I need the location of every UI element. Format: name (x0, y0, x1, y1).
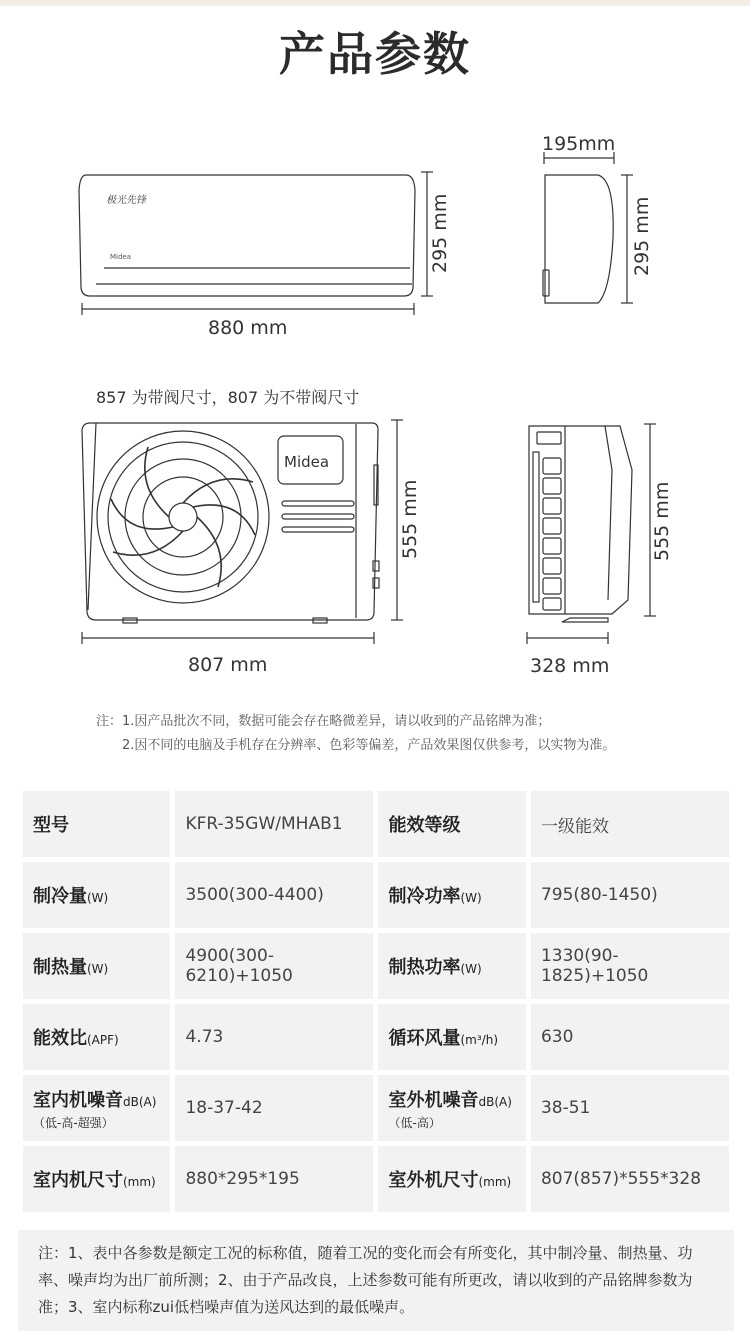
spec-label (378, 862, 525, 928)
note-line-1: 注：1.因产品批次不同，数据可能会存在略微差异，请以收到的产品铭牌为准； (96, 714, 551, 729)
spec-value: 880*295*195 (175, 1146, 373, 1212)
outdoor-height-label: 555 mm (399, 479, 421, 559)
spec-value: 4900(300-6210)+1050 (175, 933, 373, 999)
spec-label-text: 室内机噪音 (33, 1089, 123, 1111)
spec-label-text: 室外机噪音 (388, 1089, 479, 1111)
spec-row (23, 933, 729, 999)
spec-unit: dB(A) (123, 1094, 157, 1109)
indoor-brand-script: 极光先锋 (106, 195, 146, 206)
spec-unit: (W) (460, 962, 482, 976)
page-title: 产品参数 (279, 27, 471, 81)
spec-unit: (mm) (478, 1175, 512, 1189)
spec-value: KFR-35GW/MHAB1 (175, 791, 373, 857)
spec-value: 795(80-1450) (531, 862, 729, 928)
spec-unit: (APF) (87, 1033, 119, 1047)
spec-label-text: 能效比 (33, 1028, 87, 1049)
indoor-height-label: 295 mm (429, 193, 451, 273)
outdoor-caption: 857 为带阀尺寸，807 为不带阀尺寸 (96, 388, 360, 407)
spec-unit: (m³/h) (460, 1033, 498, 1047)
indoor-unit-front (79, 172, 433, 315)
indoor-unit-side (543, 152, 633, 303)
spec-label (378, 791, 525, 857)
spec-value: 38-51 (531, 1075, 729, 1141)
footnote: 注：1、表中各参数是额定工况的标称值，随着工况的变化而会有所变化，其中制冷量、制热量、功率、噪声均为出厂前所测；2、由于产品改良，上述参数可能有所更改，请以收到的产品铭牌参数为准；3、室内标称zui低档噪声值为送风达到的最低噪声。 (18, 1230, 734, 1331)
spec-value: 4.73 (175, 1004, 373, 1070)
spec-row (23, 1004, 729, 1070)
spec-unit: (W) (87, 891, 109, 905)
spec-label (378, 1075, 525, 1141)
spec-label (23, 1146, 170, 1212)
spec-value: 630 (531, 1004, 729, 1070)
spec-label-text: 能效等级 (388, 815, 461, 836)
spec-label-text: 制热功率 (388, 957, 461, 978)
spec-label (23, 862, 170, 928)
spec-label-text: 室内机尺寸 (33, 1170, 123, 1191)
spec-row (23, 791, 729, 857)
spec-unit: (W) (87, 962, 109, 976)
drawing-notes (96, 710, 615, 758)
spec-table (18, 786, 734, 1217)
spec-row (23, 1075, 729, 1141)
indoor-logo: Midea (110, 253, 132, 261)
outdoor-depth-label: 328 mm (530, 655, 610, 677)
indoor-depth-label: 195mm (542, 133, 616, 155)
spec-value: 18-37-42 (175, 1075, 373, 1141)
spec-label-text: 制冷量 (33, 886, 87, 907)
spec-value: 3500(300-4400) (175, 862, 373, 928)
spec-label (378, 933, 525, 999)
spec-sub-label: （低-高） (388, 1115, 441, 1130)
outdoor-logo: Midea (284, 453, 330, 471)
spec-label (378, 1004, 525, 1070)
spec-unit: (mm) (123, 1175, 156, 1189)
spec-label (23, 933, 170, 999)
outdoor-side-height-label: 555 mm (651, 481, 673, 561)
indoor-width-label: 880 mm (208, 317, 288, 339)
spec-label-text: 室外机尺寸 (388, 1170, 479, 1191)
spec-unit: (W) (460, 891, 482, 905)
outdoor-width-label: 807 mm (188, 654, 268, 676)
note-line-2: 2.因不同的电脑及手机存在分辨率、色彩等偏差，产品效果图仅供参考，以实物为准。 (122, 738, 616, 753)
spec-label-text: 制热量 (33, 957, 87, 978)
spec-label (378, 1146, 525, 1212)
spec-label (23, 1004, 170, 1070)
outdoor-unit-side (527, 424, 656, 644)
spec-value: 一级能效 (531, 791, 729, 857)
indoor-side-height-label: 295 mm (631, 196, 653, 276)
outdoor-unit-front (82, 420, 403, 644)
spec-value: 1330(90-1825)+1050 (531, 933, 729, 999)
spec-value: 807(857)*555*328 (531, 1146, 729, 1212)
spec-label (23, 1075, 170, 1141)
spec-row (23, 1146, 729, 1212)
spec-label-text: 型号 (33, 815, 69, 836)
spec-row (23, 862, 729, 928)
spec-label-text: 循环风量 (388, 1028, 461, 1049)
spec-label-text: 制冷功率 (388, 886, 461, 907)
spec-unit: dB(A) (478, 1094, 512, 1109)
spec-sub-label: （低-高-超强） (33, 1115, 114, 1130)
spec-label (23, 791, 170, 857)
